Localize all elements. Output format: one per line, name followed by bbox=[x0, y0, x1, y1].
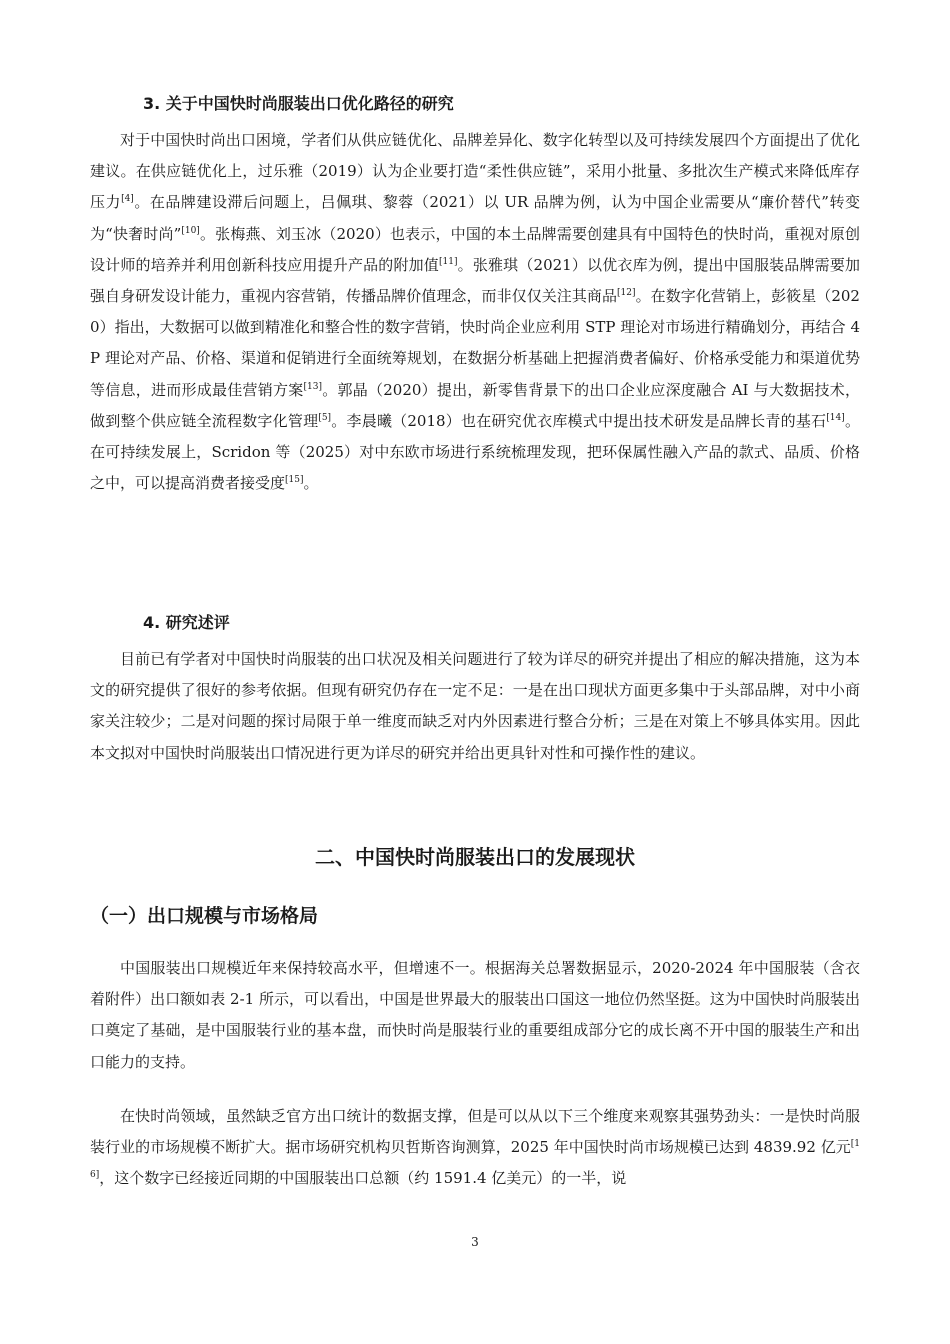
text-run: 对于中国快时尚出口困境，学者们从供应链优化、品牌差异化、数字化转型以及可持续发展四个方面提出了优化建议。在供应链优化上，过乐雅（2019）认为企业要打造“柔性供应链”，采用小批量、多批次生产模式来降低库存压力 bbox=[90, 131, 860, 212]
citation-ref: [14] bbox=[826, 412, 845, 423]
citation-ref: [13] bbox=[303, 381, 322, 392]
text-run: 在快时尚领域，虽然缺乏官方出口统计的数据支撑，但是可以从以下三个维度来观察其强势劲头：一是快时尚服装行业的市场规模不断扩大。据市场研究机构贝哲斯咨询测算，2025 年中国快时尚市场规模已达到 4839.92 亿元 bbox=[90, 1107, 860, 1157]
section-4-paragraph: 目前已有学者对中国快时尚服装的出口状况及相关问题进行了较为详尽的研究并提出了相应的解决措施，这为本文的研究提供了很好的参考依据。但现有研究仍存在一定不足：一是在出口现状方面更多集中于头部品牌，对中小商家关注较少；二是对问题的探讨局限于单一维度而缺乏对内外因素进行整合分析；三是在对策上不够具体实用。因此本文拟对中国快时尚服装出口情况进行更为详尽的研究并给出更具针对性和可操作性的建议。 bbox=[90, 650, 860, 762]
citation-ref: [4] bbox=[121, 194, 134, 205]
citation-ref: [11] bbox=[439, 256, 458, 267]
subsection-1-paragraph-2 bbox=[90, 1101, 860, 1195]
page-number: 3 bbox=[471, 1235, 479, 1249]
citation-ref: [5] bbox=[318, 412, 332, 423]
subsection-1-title: （一）出口规模与市场格局 bbox=[90, 905, 319, 927]
text-run: 。在可持续发展上，Scridon 等（2025）对中东欧市场进行系统梳理发现，把环保属性融入产品的款式、品质、价格之中，可以提高消费者接受度 bbox=[90, 411, 860, 493]
text-run: 。李晨曦（2018）也在研究优衣库模式中提出技术研发是品牌长青的基石 bbox=[331, 411, 827, 430]
text-run: 。在品牌建设滞后问题上，吕佩琪、黎蓉（2021）以 UR 品牌为例，认为中国企业需要从“廉价替代”转变为“快奢时尚” bbox=[90, 193, 860, 243]
text-run: 。郭晶（2020）提出，新零售背景下的出口企业应深度融合 AI 与大数据技术，做到整个供应链全流程数字化管理 bbox=[90, 380, 860, 430]
text-run: ，这个数字已经接近同期的中国服装出口总额（约 1591.4 亿美元）的一半，说 bbox=[99, 1169, 627, 1188]
section-3-heading: 3. 关于中国快时尚服装出口优化路径的研究 bbox=[143, 94, 454, 113]
citation-ref: [12] bbox=[617, 288, 636, 299]
citation-ref: [10] bbox=[181, 225, 200, 236]
chapter-2-title: 二、中国快时尚服装出口的发展现状 bbox=[315, 845, 635, 869]
section-4-heading: 4. 研究述评 bbox=[143, 613, 230, 632]
section-3-paragraph bbox=[90, 125, 860, 499]
citation-ref: [16] bbox=[90, 1139, 860, 1181]
subsection-1-paragraph-1: 中国服装出口规模近年来保持较高水平，但增速不一。根据海关总署数据显示，2020-2024 年中国服装（含衣着附件）出口额如表 2-1 所示，可以看出，中国是世界最大的服装出口国这一地位仍然坚挺。这为中国快时尚服装出口奠定了基础，是中国服装行业的基本盘，而快时尚是服装行业的重要组成部分它的成长离不开中国的服装生产和出口能力的支持。 bbox=[90, 959, 860, 1071]
text-run: 。 bbox=[303, 474, 319, 493]
text-run: 。张雅琪（2021）以优衣库为例，提出中国服装品牌需要加强自身研发设计能力，重视内容营销，传播品牌价值理念，而非仅仅关注其商品 bbox=[90, 255, 860, 306]
text-run: 。在数字化营销上，彭筱星（2020）指出，大数据可以做到精准化和整合性的数字营销，快时尚企业应利用 STP 理论对市场进行精确划分，再结合 4P 理论对产品、价格、渠道和促销进行全面统筹规划，在数据分析基础上把握消费者偏好、价格承受能力和渠道优势等信息，进而形成最佳营销方案 bbox=[90, 287, 860, 399]
citation-ref: [15] bbox=[285, 475, 304, 486]
text-run: 。张梅燕、刘玉冰（2020）也表示，中国的本土品牌需要创建具有中国特色的快时尚，重视对原创设计师的培养并利用创新科技应用提升产品的附加值 bbox=[90, 224, 860, 274]
